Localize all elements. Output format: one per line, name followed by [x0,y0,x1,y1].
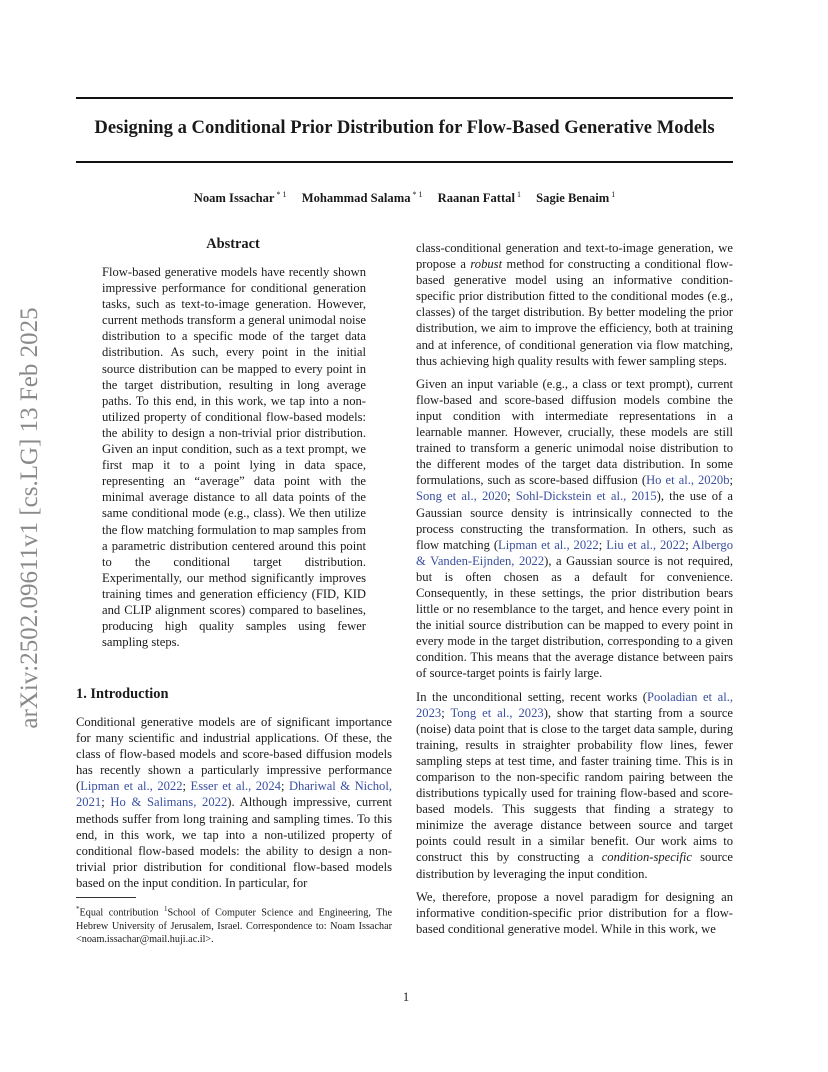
text-run: ), show that starting from a source (noise) data point that is close to the target data sample, during training, results in straighter probability flow lines, fewer sampling steps at test time, and faster training time. This is in comparison to the non-specific random pairing between the distributions typically used for training flow-based and score-based models. This suggests that finding a strategy to minimize the average distance between source and target points could result in a similar benefit. Our work aims to construct this by constructing a [416,705,734,865]
text-run: source distribution by leveraging the input condition. [416,850,733,881]
abstract-heading: Abstract [206,236,260,252]
text-run: ). Although impressive, current methods suffer from long training and sampling times. To this end, in this work, we tap into a non-utilized property of conditional flow-based models: the ability to design a non-trivial prior distribution for conditional flow-based models based on the input condition. In particular, for [76,795,392,890]
footnote-rule [76,897,136,898]
text-run: ; [598,537,607,552]
text-run: Conditional generative models are of significant importance for many scientific and industrial applications. Of these, the class of flow-based models and score-based diffusion models has recently shown a particularly impressive performance ( [76,715,392,794]
arxiv-identifier-stamp: arXiv:2502.09611v1 [cs.LG] 13 Feb 2025 [16,307,43,729]
author-name: Noam Issachar [193,191,275,206]
citation-link[interactable]: Esser et al., 2024 [190,779,281,794]
section-heading-introduction: 1. Introduction [76,686,169,702]
citation-link[interactable]: Ho et al., 2020b [646,473,730,488]
title-top-rule [76,97,733,99]
text-run: ; [441,705,451,720]
emphasis: robust [470,257,503,272]
text-run: Given an input variable (e.g., a class or text prompt), current flow-based and score-based diffusion models combine the input condition with intermediate representations in a learnable manner. However, crucially, these models are still trained to transform a generic unimodal noise distribution to the different modes of the target data distribution. In some formulations, such as score-based diffusion ( [416,376,733,488]
author-list [76,190,733,206]
text-run: ), a Gaussian source is not required, but is often chosen as a default for convenience. Consequently, in these settings, the prior distribution bears little or no resemblance to the target, and hence every point in the initial source distribution can be mapped to every point in every mode in the target distribution, corresponding to a given condition. This means that the average distance between pairs of source-target points is fairly large. [416,553,733,681]
author-3 [438,191,521,205]
intro-paragraph [76,714,392,891]
introduction-text [76,714,392,891]
emphasis: condition-specific [601,850,692,865]
body-paragraph [416,689,733,882]
text-run: ; [280,779,289,794]
footnote-text [76,903,392,947]
author-name: Mohammad Salama [301,191,411,206]
author-2 [302,191,423,205]
author-name: Raanan Fattal [437,191,515,206]
body-paragraph: We, therefore, propose a novel paradigm for designing an informative condition-specific prior distribution for a flow-based conditional generative model. While in this work, we [416,889,733,936]
paper-title: Designing a Conditional Prior Distribution for Flow-Based Generative Models [94,117,715,138]
citation-link[interactable]: Albergo & Vanden-Eijnden, 2022 [416,537,733,568]
text-run: ), the use of a Gaussian source density is intrinsically connected to the process constructing the transformation. In others, such as flow matching ( [416,489,733,552]
citation-link[interactable]: Pooladian et al., 2023 [416,689,733,720]
body-paragraph [416,376,733,682]
title-bottom-rule [76,161,733,163]
text-run: class-conditional generation and text-to-image generation, we propose a [416,241,733,272]
citation-link[interactable]: Lipman et al., 2022 [498,537,599,552]
body-paragraph [416,240,733,369]
citation-link[interactable]: Sohl-Dickstein et al., 2015 [515,489,657,504]
author-affiliation-mark: 1 [611,190,616,199]
abstract-text [102,264,366,650]
citation-link[interactable]: Ho & Salimans, 2022 [110,795,228,810]
author-affiliation-mark: * 1 [412,190,423,199]
citation-link[interactable]: Liu et al., 2022 [606,537,686,552]
text-run: method for constructing a conditional flow-based generative model using an informative condition-specific prior distribution fitted to the conditional modes (e.g., classes) of the target distribution. By better modeling the prior distribution, we aim to improve the efficiency, both at training and at inference, of conditional generation via flow matching, thus achieving high quality results with fewer sampling steps. [416,257,733,368]
citation-link[interactable]: Tong et al., 2023 [450,705,544,720]
author-1 [194,191,287,205]
footnote-mark: 1 [163,905,168,913]
author-name: Sagie Benaim [536,191,610,206]
text-run: ; [729,473,733,488]
text-run: ; [101,795,111,810]
right-column-text [416,240,733,944]
author-4 [536,191,615,205]
abstract-paragraph: Flow-based generative models have recently shown impressive performance for conditional generation tasks, such as text-to-image generation. However, current methods transform a general unimodal noise distribution to a specific mode of the target data distribution. As such, every point in the initial source distribution can be mapped to every point in the target distribution, resulting in long average paths. To this end, in this work, we tap into a non-utilized property of conditional flow-based models: the ability to design a non-trivial prior distribution. Given an input condition, such as a text prompt, we first map it to a point lying in data space, representing an “average” data point with the minimal average distance to all data points of the same conditional mode (e.g., class). We then utilize the flow matching formulation to map samples from a parametric distribution centered around this point to the conditional target distribution. Experimentally, our method significantly improves training times and generation efficiency (FID, KID and CLIP alignment scores) compared to baselines, producing high quality samples using fewer sampling steps. [102,265,366,650]
text-run: ; [182,779,191,794]
footnote [76,903,392,947]
author-affiliation-mark: 1 [516,190,521,199]
text-run: ; [507,489,516,504]
citation-link[interactable]: Dhariwal & Nichol, 2021 [76,779,392,810]
text-run: Equal contribution [79,907,164,919]
page-number: 1 [402,990,410,1004]
text-run: In the unconditional setting, recent works ( [416,689,648,704]
footnote-mark: * [76,905,80,913]
citation-link[interactable]: Lipman et al., 2022 [80,779,183,794]
citation-link[interactable]: Song et al., 2020 [416,489,508,504]
author-affiliation-mark: * 1 [276,190,287,199]
text-run: ; [685,537,692,552]
text-run: School of Computer Science and Engineering, The Hebrew University of Jerusalem, Israel. Correspondence to: Noam Issachar <noam.issachar@mail.huji.ac.il>. [76,907,393,946]
